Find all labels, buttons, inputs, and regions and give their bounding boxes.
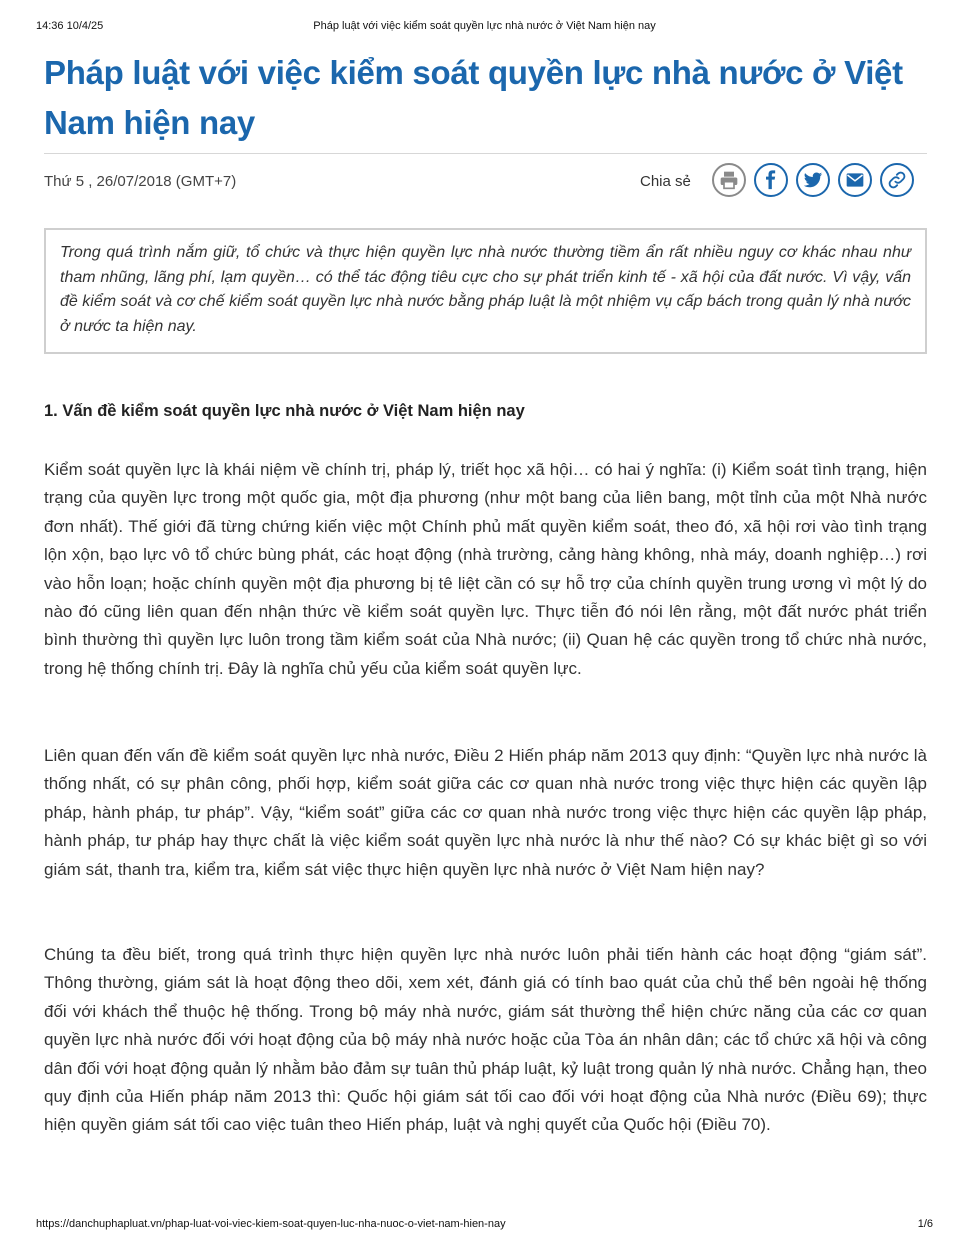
print-header (36, 20, 933, 36)
article-paragraph: Liên quan đến vấn đề kiểm soát quyền lực nhà nước, Điều 2 Hiến pháp năm 2013 quy định: “Quyền lực nhà nước là thống nhất, có sự phân công, phối hợp, kiểm soát giữa các cơ quan nhà nước trong việc thực hiện các quyền lập pháp, hành pháp, tư pháp”. Vậy, “kiểm soát” giữa các cơ quan nhà nước trong việc thực hiện các quyền lập pháp, hành pháp, tư pháp hay thực chất là việc kiểm soát quyền lực nhà nước là như thế nào? Có sự khác biệt gì so với giám sát, thanh tra, kiểm tra, kiểm sát việc thực hiện quyền lực nhà nước ở Việt Nam hiện nay? (44, 746, 927, 879)
email-share-button[interactable] (838, 163, 872, 197)
article-paragraph: Chúng ta đều biết, trong quá trình thực hiện quyền lực nhà nước luôn phải tiến hành các hoạt động “giám sát”. Thông thường, giám sát là hoạt động theo dõi, xem xét, đánh giá có tính bao quát của chủ thể bên ngoài hệ thống đối với khách thể thuộc hệ thống. Trong bộ máy nhà nước, giám sát thường thể hiện chức năng của các cơ quan quyền lực nhà nước đối với hoạt động của bộ máy nhà nước hoặc của Tòa án nhân dân; các tổ chức xã hội và công dân đối với hoạt động quản lý nhằm bảo đảm sự tuân thủ pháp luật, kỷ luật trong quản lý nhà nước. Chẳng hạn, theo quy định của Hiến pháp năm 2013 thì: Quốc hội giám sát tối cao đối với hoạt động của Nhà nước (Điều 69); thực hiện quyền giám sát tối cao việc tuân theo Hiến pháp, luật và nghị quyết của Quốc hội (Điều 70). (44, 945, 927, 1135)
email-icon (845, 170, 865, 190)
copy-link-icon (887, 170, 907, 190)
print-button[interactable] (712, 163, 746, 197)
section-heading: 1. Vấn đề kiểm soát quyền lực nhà nước ở Việt Nam hiện nay (44, 402, 525, 420)
page-url: https://danchuphapluat.vn/phap-luat-voi-viec-kiem-soat-quyen-luc-nha-nuoc-o-viet-nam-hien-nay (36, 1218, 506, 1230)
print-icon (719, 170, 739, 190)
twitter-icon (803, 170, 823, 190)
copy-link-button[interactable] (880, 163, 914, 197)
article-summary: Trong quá trình nắm giữ, tổ chức và thực hiện quyền lực nhà nước thường tiềm ẩn rất nhiều nguy cơ khác nhau như tham nhũng, lãng phí, lạm quyền… có thể tác động tiêu cực cho sự phát triển kinh tế - xã hội của đất nước. Vì vậy, vấn đề kiểm soát và cơ chế kiểm soát quyền lực nhà nước bằng pháp luật là một nhiệm vụ cấp bách trong quản lý nhà nước ở nước ta hiện nay. (44, 228, 927, 354)
print-timestamp: 14:36 10/4/25 (36, 20, 104, 32)
facebook-icon (761, 170, 781, 190)
twitter-share-button[interactable] (796, 163, 830, 197)
title-divider (44, 153, 927, 154)
print-document-title: Pháp luật với việc kiểm soát quyền lực nhà nước ở Việt Nam hiện nay (313, 20, 656, 32)
facebook-share-button[interactable] (754, 163, 788, 197)
article-date: Thứ 5 , 26/07/2018 (GMT+7) (44, 173, 237, 190)
page-number: 1/6 (917, 1218, 933, 1230)
article-paragraph: Kiểm soát quyền lực là khái niệm về chính trị, pháp lý, triết học xã hội… có hai ý nghĩa: (i) Kiểm soát tình trạng, hiện trạng của quyền lực trong một quốc gia, một địa phương (như một bang của liên bang, một tỉnh của một Nhà nước đơn nhất). Thế giới đã từng chứng kiến việc một Chính phủ mất quyền kiểm soát, theo đó, xã hội rơi vào tình trạng lộn xộn, bạo lực vô tổ chức bùng phát, các hoạt động (nhà trường, cảng hàng không, nhà máy, doanh nghiệp…) rơi vào hỗn loạn; hoặc chính quyền một địa phương bị tê liệt cần có sự hỗ trợ của chính quyền trung ương vì một lý do nào đó cũng liên quan đến nhận thức về kiểm soát quyền lực. Thực tiễn đó nói lên rằng, một đất nước phát triển bình thường thì quyền lực luôn trong tầm kiểm soát của Nhà nước; (ii) Quan hệ các quyền trong tổ chức nhà nước, trong hệ thống chính trị. Đây là nghĩa chủ yếu của kiểm soát quyền lực. (44, 460, 927, 678)
share-label: Chia sẻ (640, 173, 691, 190)
print-footer (36, 1218, 933, 1234)
article-title: Pháp luật với việc kiểm soát quyền lực nhà nước ở Việt Nam hiện nay (44, 54, 903, 141)
